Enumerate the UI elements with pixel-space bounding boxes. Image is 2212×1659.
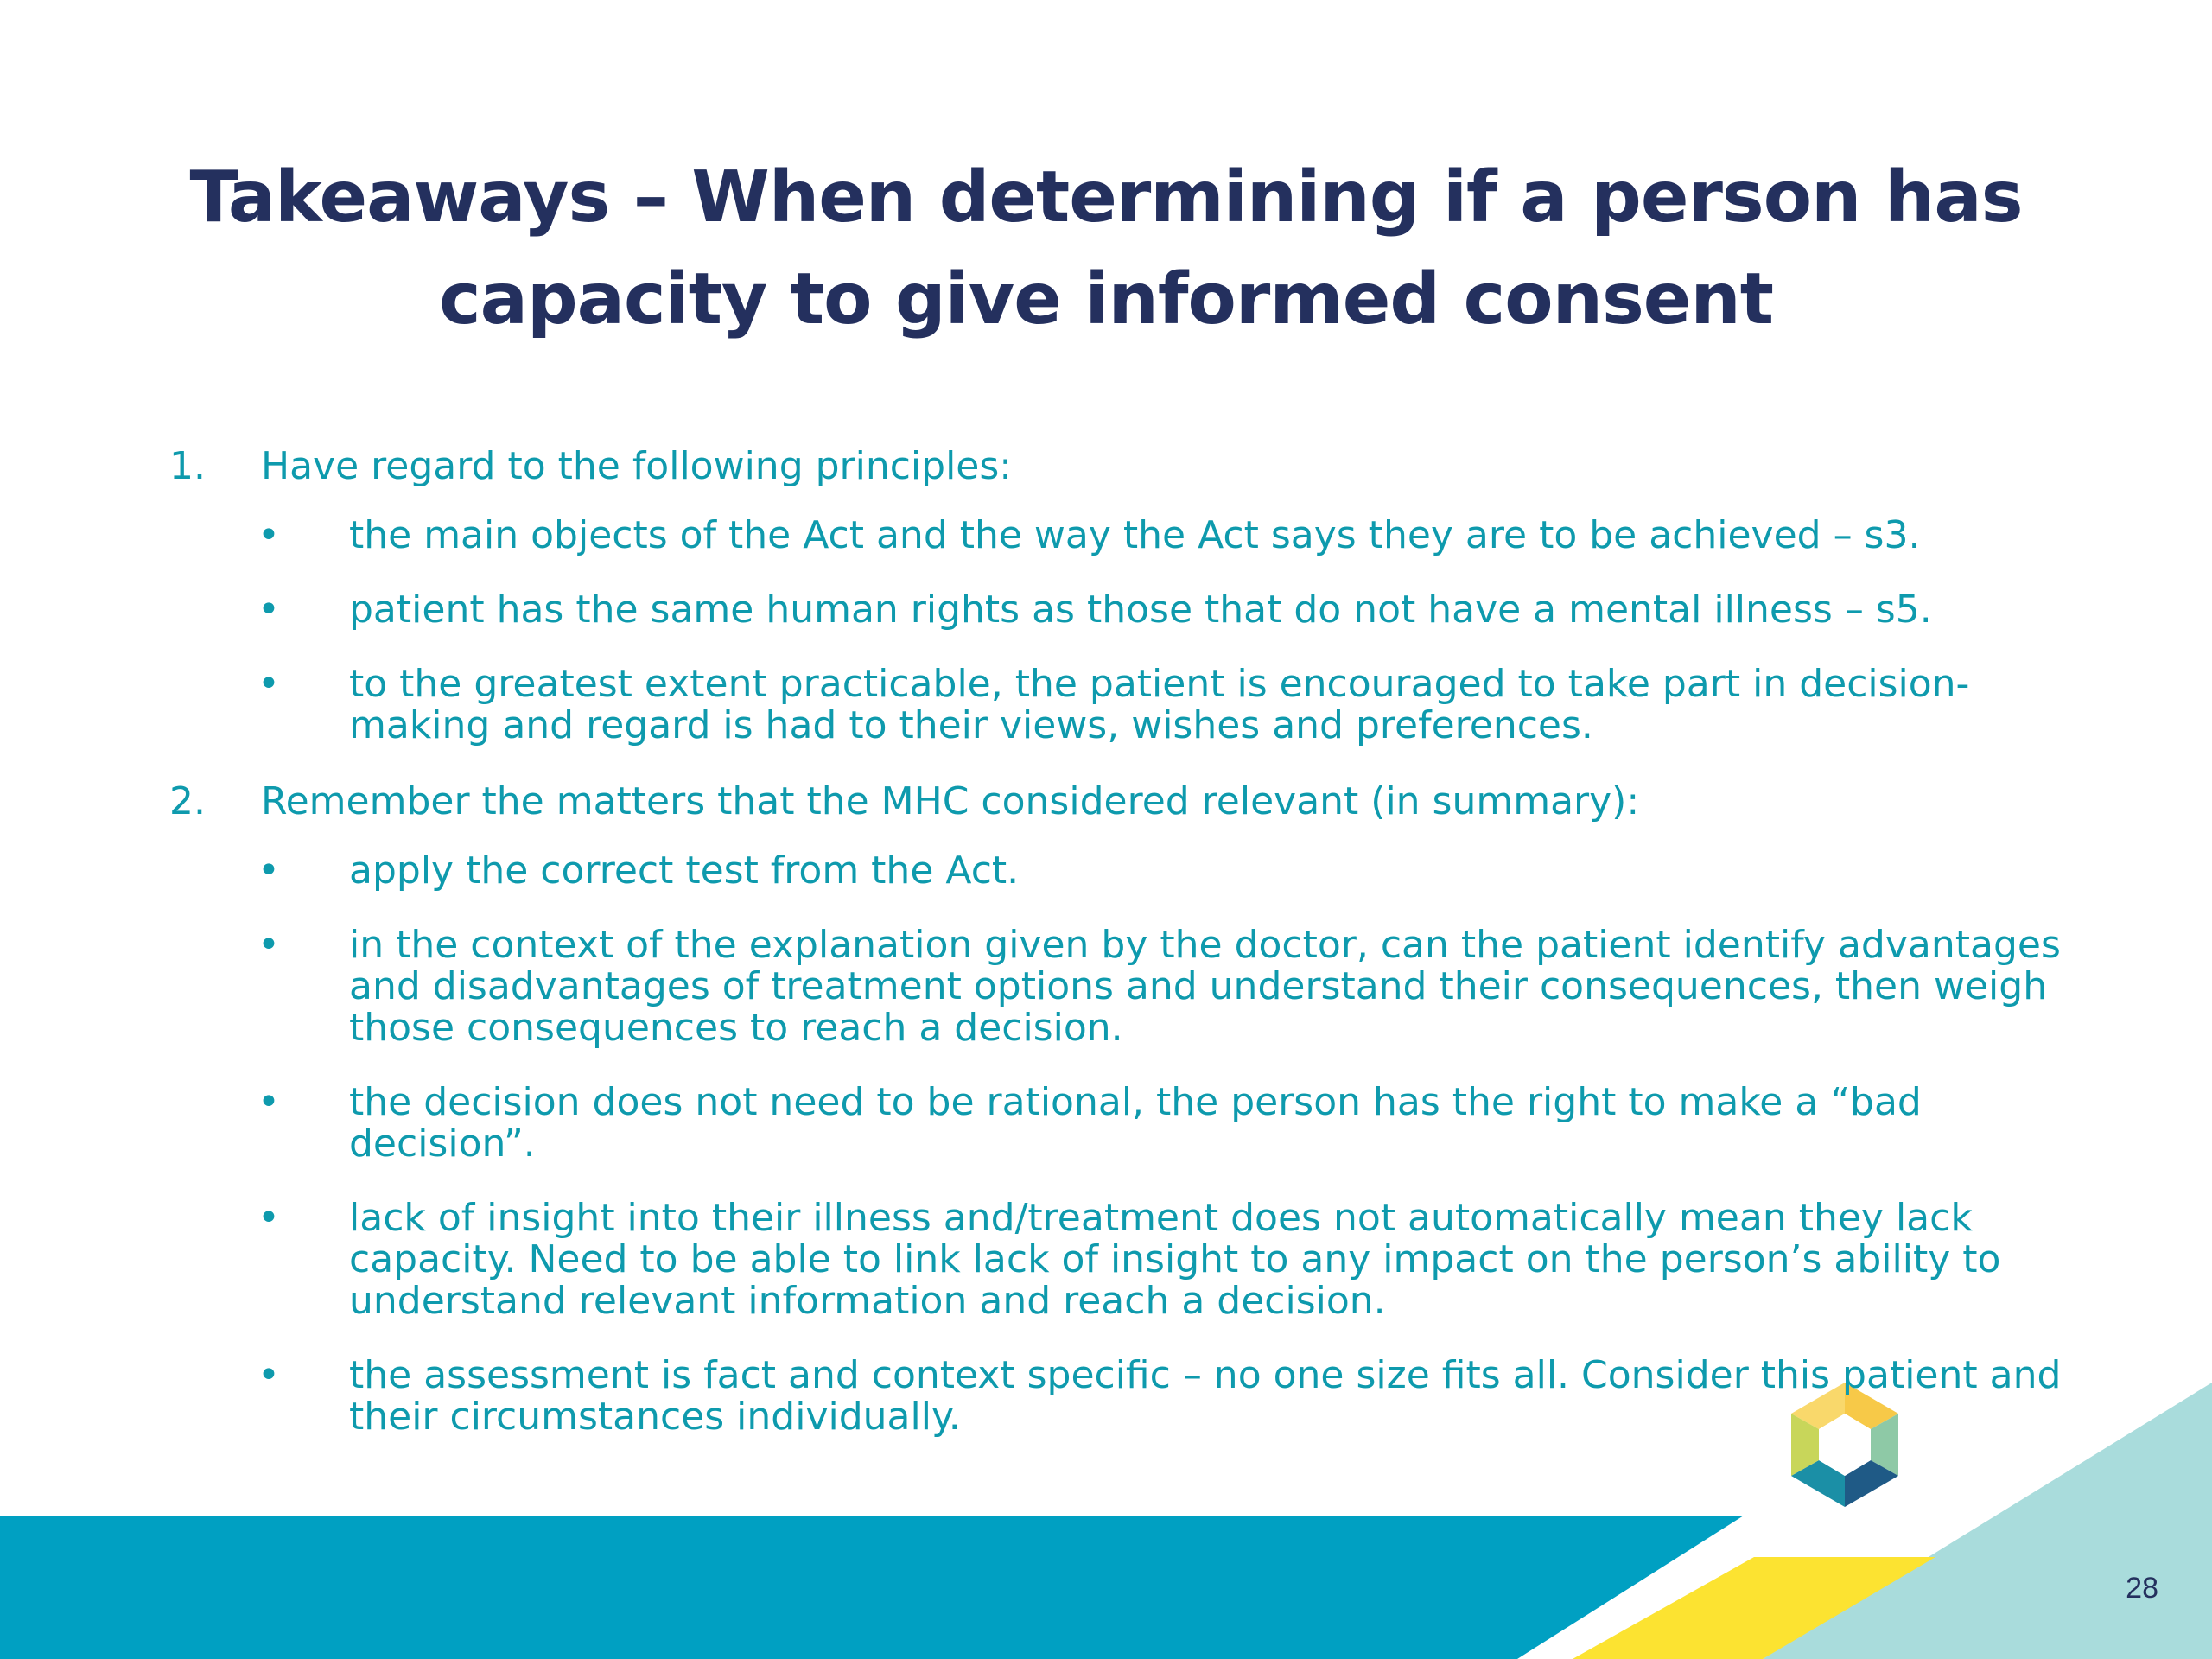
numbered-item-2 bbox=[169, 776, 2070, 828]
bullet-text: in the context of the explanation given by the doctor, can the patient identify advantages and disadvantages of treatment options and understand their consequences, then weigh those consequences to reach a decision. bbox=[349, 923, 2061, 1050]
bullet-text: apply the correct test from the Act. bbox=[349, 849, 1020, 893]
item-number: 1. bbox=[169, 444, 206, 488]
bullet-text: patient has the same human rights as those that do not have a mental illness – s5. bbox=[349, 588, 1932, 632]
bullet-item bbox=[169, 1351, 2070, 1438]
bullet-text: the main objects of the Act and the way the Act says they are to be achieved – s3. bbox=[349, 513, 1921, 557]
bullet-item bbox=[169, 660, 2070, 747]
bullet-item bbox=[169, 847, 2070, 892]
bullet-text: the decision does not need to be rational, the person has the right to make a “bad decision”. bbox=[349, 1080, 1922, 1166]
bullet-item bbox=[169, 921, 2070, 1049]
bullet-icon: • bbox=[257, 849, 280, 893]
bullet-icon: • bbox=[257, 1196, 280, 1240]
item-text: Remember the matters that the MHC considered relevant (in summary): bbox=[261, 779, 1640, 823]
bullet-icon: • bbox=[257, 1353, 280, 1397]
page-number: 28 bbox=[2126, 1572, 2158, 1605]
bullet-item bbox=[169, 1078, 2070, 1165]
bullet-icon: • bbox=[257, 662, 280, 706]
bullet-item bbox=[169, 586, 2070, 631]
bullet-icon: • bbox=[257, 513, 280, 557]
slide-content bbox=[169, 441, 2070, 1467]
bullet-item bbox=[169, 1194, 2070, 1322]
item-text: Have regard to the following principles: bbox=[261, 444, 1013, 488]
slide-title: Takeaways – When determining if a person has capacity to give informed consent bbox=[189, 156, 2023, 340]
bullet-item bbox=[169, 512, 2070, 556]
bullet-icon: • bbox=[257, 588, 280, 632]
numbered-item-1 bbox=[169, 441, 2070, 493]
blue-band bbox=[0, 1516, 1744, 1659]
bullet-icon: • bbox=[257, 1080, 280, 1124]
item-number: 2. bbox=[169, 779, 206, 823]
bullet-text: lack of insight into their illness and/treatment does not automatically mean they lack capacity. Need to be able to link lack of insight to any impact on the person’s ability to understand relevant information and reach a decision. bbox=[349, 1196, 2001, 1323]
bullet-icon: • bbox=[257, 923, 280, 967]
bullet-text: the assessment is fact and context specific – no one size fits all. Consider this patient and their circumstances individually. bbox=[349, 1353, 2062, 1439]
bullet-text: to the greatest extent practicable, the patient is encouraged to take part in decision-making and regard is had to their views, wishes and preferences. bbox=[349, 662, 1970, 747]
